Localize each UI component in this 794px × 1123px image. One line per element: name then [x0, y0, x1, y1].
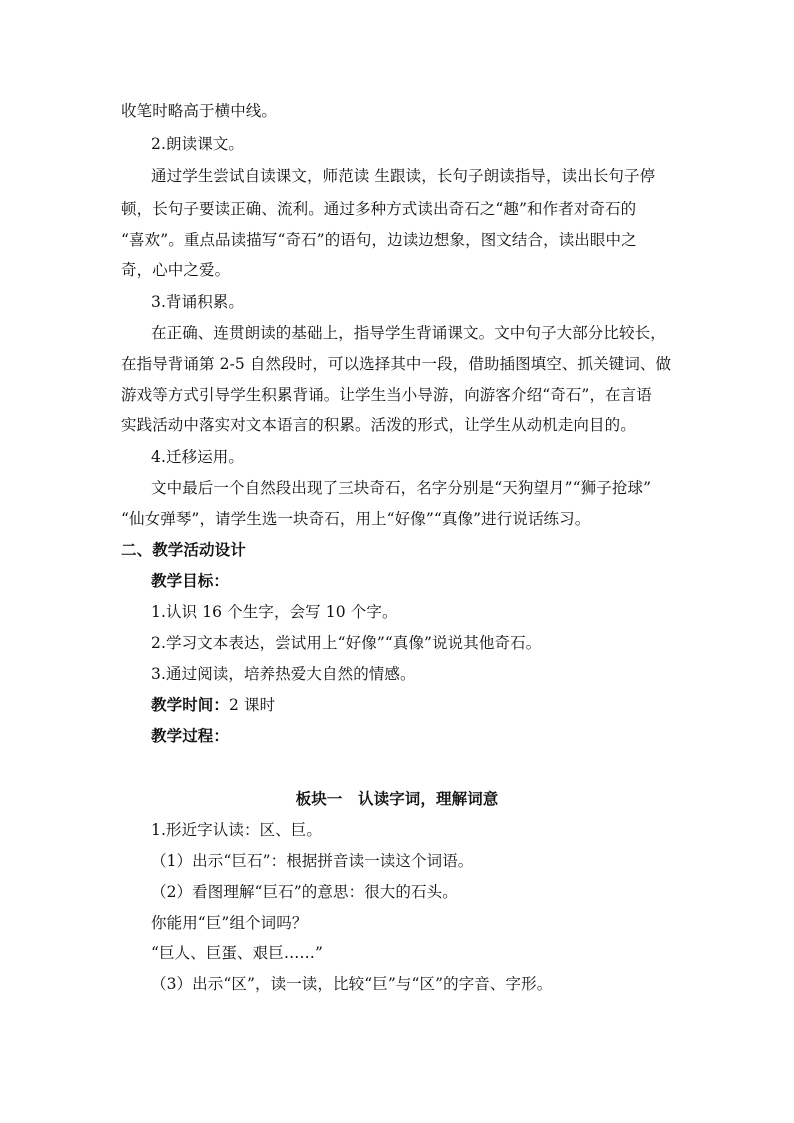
section-title: 二、教学活动设计 [121, 540, 246, 559]
paragraph-line: 2.朗读课文。 [151, 135, 244, 153]
process-label: 教学过程： [151, 726, 230, 745]
goal-item: 2.学习文本表达，尝试用上“好像”“真像”说说其他奇石。 [151, 634, 542, 652]
block-line: 你能用“巨”组个词吗？ [151, 914, 308, 932]
time-label: 教学时间： [151, 695, 230, 714]
time-value: 2 课时 [229, 696, 276, 714]
paragraph-line: “喜欢”。重点品读描写“奇石”的语句，边读边想象，图文结合，读出眼中之 [121, 231, 637, 249]
paragraph-line: 顿，长句子要读正确、流利。通过多种方式读出奇石之“趣”和作者对奇石的 [121, 200, 637, 218]
paragraph-line: 4.迁移运用。 [151, 448, 244, 466]
paragraph-line: 在正确、连贯朗读的基础上，指导学生背诵课文。文中句子大部分比较长， [151, 324, 666, 342]
goals-label: 教学目标： [151, 571, 230, 590]
goal-item: 1.认识 16 个生字，会写 10 个字。 [151, 603, 398, 621]
goal-item: 3.通过阅读，培养热爱大自然的情感。 [151, 665, 416, 683]
block-line: （2）看图理解“巨石”的意思：很大的石头。 [151, 883, 458, 901]
block-title: 板块一 认读字词，理解词意 [295, 789, 499, 808]
paragraph-line: 文中最后一个自然段出现了三块奇石，名字分别是“天狗望月”“狮子抢球” [151, 479, 652, 497]
paragraph-line: 奇，心中之爱。 [121, 261, 231, 279]
teaching-time [151, 695, 275, 715]
paragraph-line: 在指导背诵第 2-5 自然段时，可以选择其中一段，借助插图填空、抓关键词、做 [121, 355, 672, 373]
paragraph-line: “仙女弹琴”，请学生选一块奇石，用上“好像”“真像”进行说话练习。 [121, 510, 591, 528]
paragraph-line: 实践活动中落实对文本语言的积累。活泼的形式，让学生从动机走向目的。 [121, 416, 636, 434]
paragraph-line: 游戏等方式引导学生积累背诵。让学生当小导游，向游客介绍“奇石”，在言语 [121, 386, 652, 404]
block-line: （3）出示“区”，读一读，比较“巨”与“区”的字音、字形。 [151, 975, 553, 993]
block-line: “巨人、巨蛋、艰巨……” [151, 944, 324, 962]
paragraph-line: 通过学生尝试自读课文，师范读 生跟读，长句子朗读指导，读出长句子停 [151, 167, 656, 185]
block-line: （1）出示“巨石”：根据拼音读一读这个词语。 [151, 852, 474, 870]
paragraph-line: 收笔时略高于横中线。 [121, 102, 278, 120]
block-line: 1.形近字认读：区、巨。 [151, 821, 322, 839]
paragraph-line: 3.背诵积累。 [151, 293, 244, 311]
